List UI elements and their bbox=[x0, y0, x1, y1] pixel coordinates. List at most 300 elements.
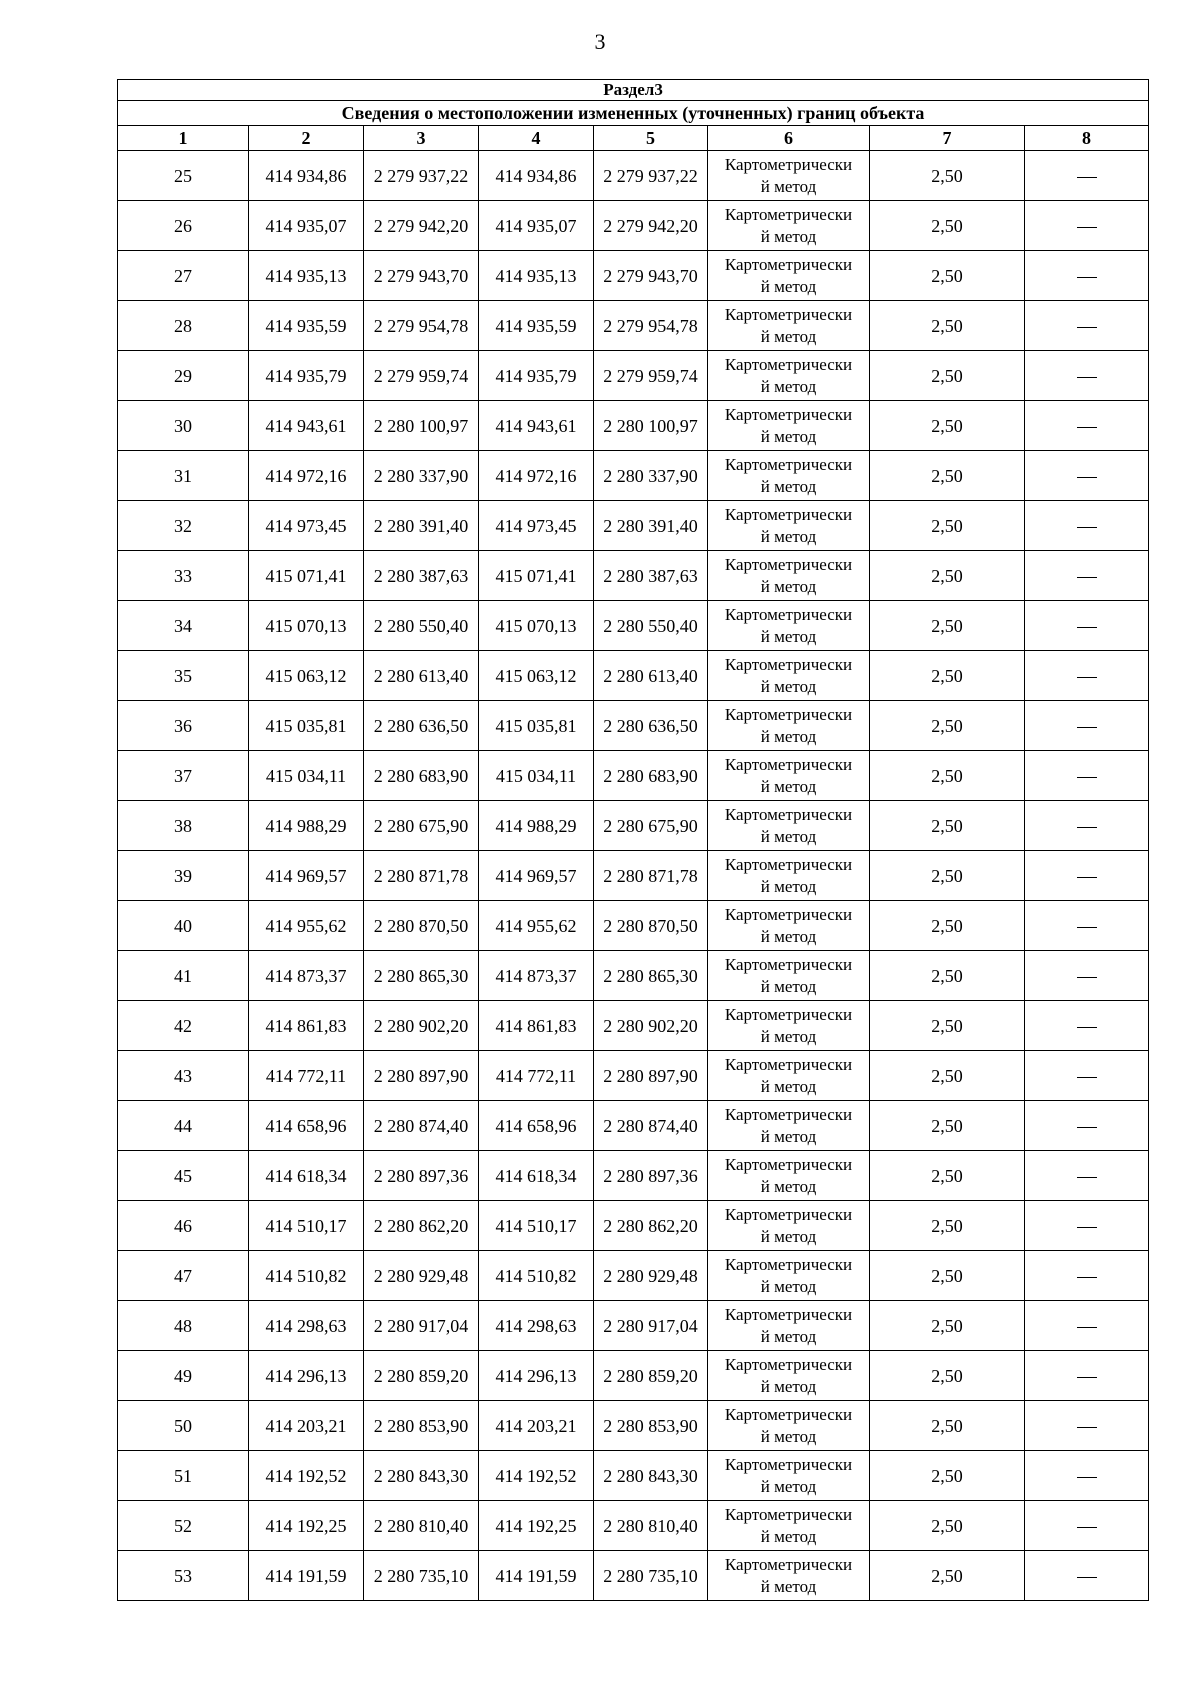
x-coordinate-cell: 414 972,16 bbox=[249, 451, 364, 501]
empty-value-cell bbox=[1025, 851, 1149, 901]
accuracy-cell: 2,50 bbox=[870, 1001, 1025, 1051]
point-number-cell: 45 bbox=[118, 1151, 249, 1201]
column-header: 3 bbox=[364, 126, 479, 151]
method-cell bbox=[708, 701, 870, 751]
method-line-2: й метод bbox=[760, 1326, 817, 1346]
table-row bbox=[118, 1101, 1149, 1151]
y-coordinate-cell: 2 279 942,20 bbox=[364, 201, 479, 251]
method-line-2: й метод bbox=[760, 976, 817, 996]
x-coordinate-new-cell: 414 772,11 bbox=[479, 1051, 594, 1101]
accuracy-cell: 2,50 bbox=[870, 751, 1025, 801]
point-number-cell: 41 bbox=[118, 951, 249, 1001]
x-coordinate-new-cell: 414 510,17 bbox=[479, 1201, 594, 1251]
accuracy-cell: 2,50 bbox=[870, 901, 1025, 951]
x-coordinate-cell: 415 063,12 bbox=[249, 651, 364, 701]
empty-value-cell bbox=[1025, 1001, 1149, 1051]
method-line-2: й метод bbox=[760, 276, 817, 296]
x-coordinate-cell: 414 618,34 bbox=[249, 1151, 364, 1201]
method-line-1: Картометрически bbox=[724, 504, 853, 524]
method-cell bbox=[708, 851, 870, 901]
method-cell bbox=[708, 1151, 870, 1201]
method-line-1: Картометрически bbox=[724, 1404, 853, 1424]
method-line-1: Картометрически bbox=[724, 1104, 853, 1124]
empty-value-cell bbox=[1025, 401, 1149, 451]
accuracy-cell: 2,50 bbox=[870, 1501, 1025, 1551]
y-coordinate-new-cell: 2 280 865,30 bbox=[594, 951, 708, 1001]
y-coordinate-cell: 2 280 853,90 bbox=[364, 1401, 479, 1451]
method-line-2: й метод bbox=[760, 1376, 817, 1396]
method-line-2: й метод bbox=[760, 676, 817, 696]
empty-value-cell bbox=[1025, 1301, 1149, 1351]
x-coordinate-new-cell: 414 658,96 bbox=[479, 1101, 594, 1151]
x-coordinate-new-cell: 414 935,13 bbox=[479, 251, 594, 301]
dash-mark bbox=[1077, 1227, 1097, 1228]
empty-value-cell bbox=[1025, 251, 1149, 301]
method-line-1: Картометрически bbox=[724, 654, 853, 674]
method-line-1: Картометрически bbox=[724, 1054, 853, 1074]
point-number-cell: 30 bbox=[118, 401, 249, 451]
method-line-1: Картометрически bbox=[724, 254, 853, 274]
accuracy-cell: 2,50 bbox=[870, 701, 1025, 751]
empty-value-cell bbox=[1025, 801, 1149, 851]
y-coordinate-cell: 2 280 929,48 bbox=[364, 1251, 479, 1301]
x-coordinate-cell: 414 192,52 bbox=[249, 1451, 364, 1501]
y-coordinate-new-cell: 2 279 942,20 bbox=[594, 201, 708, 251]
x-coordinate-new-cell: 415 035,81 bbox=[479, 701, 594, 751]
y-coordinate-cell: 2 280 871,78 bbox=[364, 851, 479, 901]
accuracy-cell: 2,50 bbox=[870, 1151, 1025, 1201]
method-line-1: Картометрически bbox=[724, 1504, 853, 1524]
method-line-2: й метод bbox=[760, 876, 817, 896]
point-number-cell: 43 bbox=[118, 1051, 249, 1101]
y-coordinate-new-cell: 2 280 897,36 bbox=[594, 1151, 708, 1201]
point-number-cell: 26 bbox=[118, 201, 249, 251]
y-coordinate-new-cell: 2 280 550,40 bbox=[594, 601, 708, 651]
x-coordinate-new-cell: 414 618,34 bbox=[479, 1151, 594, 1201]
method-cell bbox=[708, 1401, 870, 1451]
column-header: 2 bbox=[249, 126, 364, 151]
x-coordinate-new-cell: 414 969,57 bbox=[479, 851, 594, 901]
point-number-cell: 49 bbox=[118, 1351, 249, 1401]
accuracy-cell: 2,50 bbox=[870, 1551, 1025, 1601]
accuracy-cell: 2,50 bbox=[870, 1301, 1025, 1351]
empty-value-cell bbox=[1025, 301, 1149, 351]
dash-mark bbox=[1077, 777, 1097, 778]
x-coordinate-cell: 414 203,21 bbox=[249, 1401, 364, 1451]
method-line-2: й метод bbox=[760, 1276, 817, 1296]
x-coordinate-new-cell: 414 943,61 bbox=[479, 401, 594, 451]
y-coordinate-cell: 2 280 675,90 bbox=[364, 801, 479, 851]
x-coordinate-cell: 414 969,57 bbox=[249, 851, 364, 901]
table-row bbox=[118, 1501, 1149, 1551]
y-coordinate-cell: 2 280 917,04 bbox=[364, 1301, 479, 1351]
y-coordinate-cell: 2 280 636,50 bbox=[364, 701, 479, 751]
x-coordinate-cell: 414 510,17 bbox=[249, 1201, 364, 1251]
section-label-row bbox=[118, 80, 1149, 101]
empty-value-cell bbox=[1025, 1351, 1149, 1401]
y-coordinate-cell: 2 280 735,10 bbox=[364, 1551, 479, 1601]
column-header: 1 bbox=[118, 126, 249, 151]
accuracy-cell: 2,50 bbox=[870, 1401, 1025, 1451]
point-number-cell: 32 bbox=[118, 501, 249, 551]
y-coordinate-new-cell: 2 280 897,90 bbox=[594, 1051, 708, 1101]
method-line-2: й метод bbox=[760, 1526, 817, 1546]
x-coordinate-new-cell: 414 934,86 bbox=[479, 151, 594, 201]
x-coordinate-cell: 414 934,86 bbox=[249, 151, 364, 201]
y-coordinate-cell: 2 280 870,50 bbox=[364, 901, 479, 951]
y-coordinate-new-cell: 2 280 917,04 bbox=[594, 1301, 708, 1351]
column-header-row bbox=[118, 126, 1149, 151]
point-number-cell: 29 bbox=[118, 351, 249, 401]
y-coordinate-new-cell: 2 280 902,20 bbox=[594, 1001, 708, 1051]
table-row bbox=[118, 1001, 1149, 1051]
point-number-cell: 46 bbox=[118, 1201, 249, 1251]
method-line-1: Картометрически bbox=[724, 1004, 853, 1024]
method-line-2: й метод bbox=[760, 826, 817, 846]
table-row bbox=[118, 751, 1149, 801]
method-line-1: Картометрически bbox=[724, 1204, 853, 1224]
table-row bbox=[118, 1051, 1149, 1101]
method-line-1: Картометрически bbox=[724, 604, 853, 624]
accuracy-cell: 2,50 bbox=[870, 451, 1025, 501]
empty-value-cell bbox=[1025, 1501, 1149, 1551]
method-line-2: й метод bbox=[760, 626, 817, 646]
x-coordinate-new-cell: 414 296,13 bbox=[479, 1351, 594, 1401]
accuracy-cell: 2,50 bbox=[870, 601, 1025, 651]
method-line-1: Картометрически bbox=[724, 1354, 853, 1374]
accuracy-cell: 2,50 bbox=[870, 501, 1025, 551]
method-cell bbox=[708, 301, 870, 351]
method-line-2: й метод bbox=[760, 326, 817, 346]
y-coordinate-cell: 2 280 810,40 bbox=[364, 1501, 479, 1551]
method-line-1: Картометрически bbox=[724, 204, 853, 224]
dash-mark bbox=[1077, 277, 1097, 278]
method-cell bbox=[708, 251, 870, 301]
dash-mark bbox=[1077, 1177, 1097, 1178]
table-row bbox=[118, 501, 1149, 551]
dash-mark bbox=[1077, 927, 1097, 928]
x-coordinate-cell: 414 192,25 bbox=[249, 1501, 364, 1551]
point-number-cell: 39 bbox=[118, 851, 249, 901]
dash-mark bbox=[1077, 1277, 1097, 1278]
y-coordinate-cell: 2 280 865,30 bbox=[364, 951, 479, 1001]
method-line-2: й метод bbox=[760, 776, 817, 796]
y-coordinate-cell: 2 280 897,36 bbox=[364, 1151, 479, 1201]
boundary-coordinates-table bbox=[117, 79, 1149, 1601]
accuracy-cell: 2,50 bbox=[870, 1351, 1025, 1401]
y-coordinate-new-cell: 2 280 391,40 bbox=[594, 501, 708, 551]
method-cell bbox=[708, 1351, 870, 1401]
dash-mark bbox=[1077, 1077, 1097, 1078]
method-cell bbox=[708, 151, 870, 201]
x-coordinate-new-cell: 415 063,12 bbox=[479, 651, 594, 701]
table-row bbox=[118, 201, 1149, 251]
dash-mark bbox=[1077, 327, 1097, 328]
x-coordinate-cell: 414 935,79 bbox=[249, 351, 364, 401]
empty-value-cell bbox=[1025, 701, 1149, 751]
point-number-cell: 50 bbox=[118, 1401, 249, 1451]
table-row bbox=[118, 251, 1149, 301]
y-coordinate-new-cell: 2 280 853,90 bbox=[594, 1401, 708, 1451]
empty-value-cell bbox=[1025, 601, 1149, 651]
method-line-1: Картометрически bbox=[724, 1304, 853, 1324]
table-row bbox=[118, 951, 1149, 1001]
page-number: 3 bbox=[594, 29, 606, 54]
method-cell bbox=[708, 501, 870, 551]
method-cell bbox=[708, 951, 870, 1001]
column-header: 6 bbox=[708, 126, 870, 151]
x-coordinate-cell: 414 510,82 bbox=[249, 1251, 364, 1301]
y-coordinate-cell: 2 280 843,30 bbox=[364, 1451, 479, 1501]
x-coordinate-new-cell: 414 955,62 bbox=[479, 901, 594, 951]
accuracy-cell: 2,50 bbox=[870, 301, 1025, 351]
x-coordinate-cell: 414 772,11 bbox=[249, 1051, 364, 1101]
method-line-1: Картометрически bbox=[724, 404, 853, 424]
y-coordinate-cell: 2 280 613,40 bbox=[364, 651, 479, 701]
empty-value-cell bbox=[1025, 501, 1149, 551]
accuracy-cell: 2,50 bbox=[870, 851, 1025, 901]
table-body bbox=[118, 151, 1149, 1601]
x-coordinate-new-cell: 414 935,79 bbox=[479, 351, 594, 401]
empty-value-cell bbox=[1025, 551, 1149, 601]
accuracy-cell: 2,50 bbox=[870, 1051, 1025, 1101]
x-coordinate-cell: 414 935,59 bbox=[249, 301, 364, 351]
x-coordinate-cell: 414 658,96 bbox=[249, 1101, 364, 1151]
accuracy-cell: 2,50 bbox=[870, 351, 1025, 401]
accuracy-cell: 2,50 bbox=[870, 951, 1025, 1001]
y-coordinate-new-cell: 2 280 859,20 bbox=[594, 1351, 708, 1401]
method-cell bbox=[708, 751, 870, 801]
x-coordinate-new-cell: 414 972,16 bbox=[479, 451, 594, 501]
x-coordinate-cell: 415 034,11 bbox=[249, 751, 364, 801]
point-number-cell: 36 bbox=[118, 701, 249, 751]
table-row bbox=[118, 901, 1149, 951]
x-coordinate-new-cell: 414 988,29 bbox=[479, 801, 594, 851]
dash-mark bbox=[1077, 1427, 1097, 1428]
empty-value-cell bbox=[1025, 1251, 1149, 1301]
x-coordinate-new-cell: 414 510,82 bbox=[479, 1251, 594, 1301]
dash-mark bbox=[1077, 627, 1097, 628]
method-line-1: Картометрически bbox=[724, 954, 853, 974]
method-line-1: Картометрически bbox=[724, 704, 853, 724]
y-coordinate-cell: 2 280 387,63 bbox=[364, 551, 479, 601]
x-coordinate-cell: 414 873,37 bbox=[249, 951, 364, 1001]
method-cell bbox=[708, 901, 870, 951]
point-number-cell: 40 bbox=[118, 901, 249, 951]
column-header: 7 bbox=[870, 126, 1025, 151]
y-coordinate-cell: 2 280 100,97 bbox=[364, 401, 479, 451]
method-line-2: й метод bbox=[760, 526, 817, 546]
table-title-row bbox=[118, 101, 1149, 126]
x-coordinate-cell: 414 191,59 bbox=[249, 1551, 364, 1601]
x-coordinate-new-cell: 414 935,59 bbox=[479, 301, 594, 351]
method-cell bbox=[708, 1301, 870, 1351]
table-row bbox=[118, 1151, 1149, 1201]
method-line-1: Картометрически bbox=[724, 904, 853, 924]
table-row bbox=[118, 1351, 1149, 1401]
method-line-1: Картометрически bbox=[724, 454, 853, 474]
method-line-2: й метод bbox=[760, 1476, 817, 1496]
x-coordinate-new-cell: 414 861,83 bbox=[479, 1001, 594, 1051]
accuracy-cell: 2,50 bbox=[870, 151, 1025, 201]
point-number-cell: 31 bbox=[118, 451, 249, 501]
y-coordinate-cell: 2 280 391,40 bbox=[364, 501, 479, 551]
table-title: Сведения о местоположении измененных (уточненных) границ объекта bbox=[118, 101, 1149, 126]
method-cell bbox=[708, 1551, 870, 1601]
table-row bbox=[118, 151, 1149, 201]
method-cell bbox=[708, 451, 870, 501]
y-coordinate-new-cell: 2 280 337,90 bbox=[594, 451, 708, 501]
x-coordinate-cell: 414 988,29 bbox=[249, 801, 364, 851]
x-coordinate-new-cell: 414 192,52 bbox=[479, 1451, 594, 1501]
method-line-2: й метод bbox=[760, 176, 817, 196]
dash-mark bbox=[1077, 1027, 1097, 1028]
y-coordinate-cell: 2 279 937,22 bbox=[364, 151, 479, 201]
method-line-2: й метод bbox=[760, 1126, 817, 1146]
y-coordinate-new-cell: 2 279 937,22 bbox=[594, 151, 708, 201]
y-coordinate-cell: 2 279 959,74 bbox=[364, 351, 479, 401]
y-coordinate-new-cell: 2 280 862,20 bbox=[594, 1201, 708, 1251]
empty-value-cell bbox=[1025, 951, 1149, 1001]
accuracy-cell: 2,50 bbox=[870, 1101, 1025, 1151]
empty-value-cell bbox=[1025, 151, 1149, 201]
dash-mark bbox=[1077, 577, 1097, 578]
x-coordinate-new-cell: 414 192,25 bbox=[479, 1501, 594, 1551]
x-coordinate-cell: 414 955,62 bbox=[249, 901, 364, 951]
table-row bbox=[118, 701, 1149, 751]
point-number-cell: 25 bbox=[118, 151, 249, 201]
empty-value-cell bbox=[1025, 1551, 1149, 1601]
table-row bbox=[118, 401, 1149, 451]
dash-mark bbox=[1077, 1477, 1097, 1478]
method-cell bbox=[708, 1001, 870, 1051]
y-coordinate-new-cell: 2 280 871,78 bbox=[594, 851, 708, 901]
method-cell bbox=[708, 801, 870, 851]
x-coordinate-new-cell: 415 070,13 bbox=[479, 601, 594, 651]
method-cell bbox=[708, 551, 870, 601]
x-coordinate-cell: 414 943,61 bbox=[249, 401, 364, 451]
dash-mark bbox=[1077, 527, 1097, 528]
table-row bbox=[118, 1251, 1149, 1301]
x-coordinate-cell: 414 298,63 bbox=[249, 1301, 364, 1351]
x-coordinate-new-cell: 414 191,59 bbox=[479, 1551, 594, 1601]
x-coordinate-new-cell: 414 935,07 bbox=[479, 201, 594, 251]
y-coordinate-cell: 2 280 859,20 bbox=[364, 1351, 479, 1401]
table-row bbox=[118, 301, 1149, 351]
y-coordinate-new-cell: 2 280 683,90 bbox=[594, 751, 708, 801]
point-number-cell: 42 bbox=[118, 1001, 249, 1051]
column-header: 8 bbox=[1025, 126, 1149, 151]
point-number-cell: 37 bbox=[118, 751, 249, 801]
point-number-cell: 47 bbox=[118, 1251, 249, 1301]
x-coordinate-new-cell: 414 298,63 bbox=[479, 1301, 594, 1351]
method-line-1: Картометрически bbox=[724, 754, 853, 774]
method-line-2: й метод bbox=[760, 1026, 817, 1046]
method-line-2: й метод bbox=[760, 226, 817, 246]
x-coordinate-cell: 414 935,13 bbox=[249, 251, 364, 301]
dash-mark bbox=[1077, 227, 1097, 228]
point-number-cell: 28 bbox=[118, 301, 249, 351]
method-line-2: й метод bbox=[760, 376, 817, 396]
y-coordinate-new-cell: 2 280 810,40 bbox=[594, 1501, 708, 1551]
table-row bbox=[118, 801, 1149, 851]
point-number-cell: 34 bbox=[118, 601, 249, 651]
method-line-1: Картометрически bbox=[724, 354, 853, 374]
method-line-1: Картометрически bbox=[724, 1254, 853, 1274]
y-coordinate-cell: 2 279 954,78 bbox=[364, 301, 479, 351]
x-coordinate-new-cell: 414 873,37 bbox=[479, 951, 594, 1001]
point-number-cell: 52 bbox=[118, 1501, 249, 1551]
method-line-2: й метод bbox=[760, 1076, 817, 1096]
dash-mark bbox=[1077, 177, 1097, 178]
accuracy-cell: 2,50 bbox=[870, 401, 1025, 451]
table-row bbox=[118, 601, 1149, 651]
x-coordinate-cell: 415 035,81 bbox=[249, 701, 364, 751]
method-cell bbox=[708, 1101, 870, 1151]
y-coordinate-cell: 2 280 337,90 bbox=[364, 451, 479, 501]
method-cell bbox=[708, 1051, 870, 1101]
method-line-2: й метод bbox=[760, 576, 817, 596]
table-row bbox=[118, 1301, 1149, 1351]
y-coordinate-cell: 2 280 550,40 bbox=[364, 601, 479, 651]
dash-mark bbox=[1077, 827, 1097, 828]
empty-value-cell bbox=[1025, 1451, 1149, 1501]
y-coordinate-cell: 2 280 874,40 bbox=[364, 1101, 479, 1151]
y-coordinate-new-cell: 2 280 843,30 bbox=[594, 1451, 708, 1501]
dash-mark bbox=[1077, 1327, 1097, 1328]
section-label: Раздел3 bbox=[118, 80, 1149, 101]
dash-mark bbox=[1077, 1127, 1097, 1128]
empty-value-cell bbox=[1025, 201, 1149, 251]
x-coordinate-cell: 415 071,41 bbox=[249, 551, 364, 601]
empty-value-cell bbox=[1025, 1201, 1149, 1251]
y-coordinate-cell: 2 280 902,20 bbox=[364, 1001, 479, 1051]
point-number-cell: 44 bbox=[118, 1101, 249, 1151]
method-cell bbox=[708, 1251, 870, 1301]
empty-value-cell bbox=[1025, 1151, 1149, 1201]
y-coordinate-cell: 2 280 862,20 bbox=[364, 1201, 479, 1251]
accuracy-cell: 2,50 bbox=[870, 551, 1025, 601]
point-number-cell: 27 bbox=[118, 251, 249, 301]
method-cell bbox=[708, 601, 870, 651]
method-line-2: й метод bbox=[760, 1176, 817, 1196]
empty-value-cell bbox=[1025, 651, 1149, 701]
dash-mark bbox=[1077, 977, 1097, 978]
dash-mark bbox=[1077, 477, 1097, 478]
method-line-1: Картометрически bbox=[724, 854, 853, 874]
method-cell bbox=[708, 1201, 870, 1251]
method-line-2: й метод bbox=[760, 1576, 817, 1596]
column-header: 4 bbox=[479, 126, 594, 151]
x-coordinate-new-cell: 414 973,45 bbox=[479, 501, 594, 551]
y-coordinate-cell: 2 280 897,90 bbox=[364, 1051, 479, 1101]
dash-mark bbox=[1077, 677, 1097, 678]
accuracy-cell: 2,50 bbox=[870, 801, 1025, 851]
accuracy-cell: 2,50 bbox=[870, 651, 1025, 701]
empty-value-cell bbox=[1025, 901, 1149, 951]
method-line-1: Картометрически bbox=[724, 154, 853, 174]
y-coordinate-cell: 2 279 943,70 bbox=[364, 251, 479, 301]
point-number-cell: 51 bbox=[118, 1451, 249, 1501]
point-number-cell: 48 bbox=[118, 1301, 249, 1351]
method-cell bbox=[708, 1501, 870, 1551]
y-coordinate-new-cell: 2 280 636,50 bbox=[594, 701, 708, 751]
table-row bbox=[118, 451, 1149, 501]
point-number-cell: 53 bbox=[118, 1551, 249, 1601]
y-coordinate-cell: 2 280 683,90 bbox=[364, 751, 479, 801]
y-coordinate-new-cell: 2 280 675,90 bbox=[594, 801, 708, 851]
method-cell bbox=[708, 401, 870, 451]
